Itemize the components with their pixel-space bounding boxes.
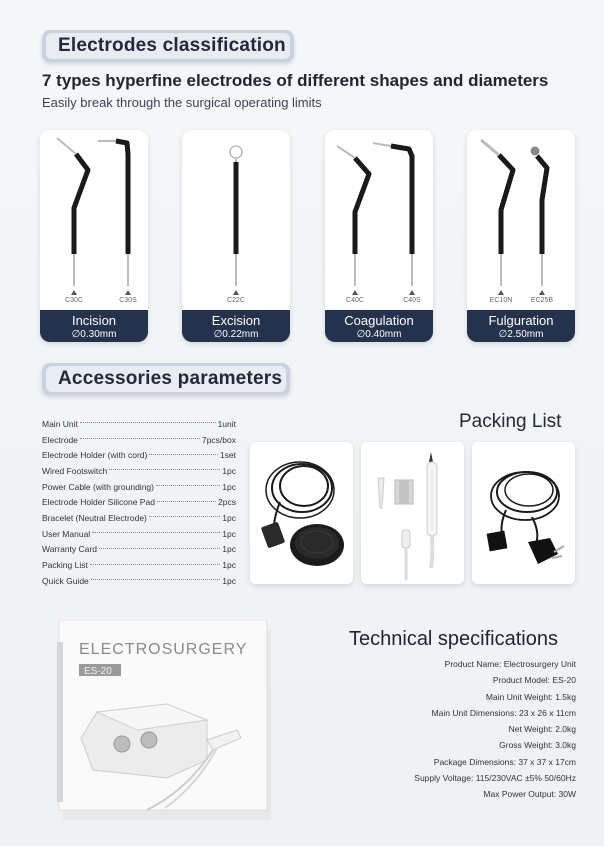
accessory-qty: 1pc: [222, 560, 236, 571]
spec-net-weight: Net Weight: 2.0kg: [508, 724, 576, 735]
list-item: [42, 463, 236, 479]
list-item: [42, 432, 236, 448]
accessory-qty: 1pc: [222, 528, 236, 539]
accessory-name: Electrode Holder Silicone Pad: [42, 497, 155, 508]
accessory-name: Warranty Card: [42, 544, 97, 555]
electrode-card-coagulation: [325, 130, 433, 342]
electrode-code: C40C: [346, 297, 364, 304]
electrodes-section-header: [42, 30, 294, 62]
accessory-qty: 1pc: [222, 512, 236, 523]
electrode-label: [325, 310, 433, 342]
electrode-label: [40, 310, 148, 342]
headline: 7 types hyperfine electrodes of different shapes and diameters: [42, 71, 549, 90]
list-item: [42, 526, 236, 542]
electrode-code: C30C: [65, 297, 83, 304]
electrode-card-incision: [40, 130, 148, 342]
list-item: [42, 479, 236, 495]
power-cable-photo: [472, 442, 575, 584]
accessory-name: Packing List: [42, 560, 88, 571]
electrode-diameter: ∅2.50mm: [498, 329, 544, 340]
subline: Easily break through the surgical operating limits: [42, 95, 322, 110]
list-item: [42, 510, 236, 526]
packing-list-title: Packing List: [459, 411, 562, 432]
box-brand: ELECTROSURGERY: [79, 641, 248, 658]
accessory-qty: 1pc: [222, 544, 236, 555]
accessory-name: Wired Footswitch: [42, 465, 108, 476]
list-item: [42, 416, 236, 432]
electrode-type-name: Fulguration: [488, 313, 554, 328]
accessory-name: Power Cable (with grounding): [42, 481, 154, 492]
spec-package-dimensions: Package Dimensions: 37 x 37 x 17cm: [433, 756, 576, 767]
electrode-label: [182, 310, 290, 342]
accessory-name: User Manual: [42, 528, 91, 539]
electrode-label: [467, 310, 575, 342]
tech-specs-title: Technical specifications: [349, 628, 558, 650]
list-item: [42, 542, 236, 558]
electrode-type-name: Excision: [211, 313, 261, 328]
electrode-code: C22C: [227, 297, 245, 304]
accessory-qty: 7pcs/box: [201, 434, 236, 445]
list-item: [42, 494, 236, 510]
list-item: [42, 447, 236, 463]
accessory-qty: 1unit: [217, 418, 236, 429]
electrode-card-fulguration: [467, 130, 575, 342]
accessory-qty: 2pcs: [218, 497, 236, 508]
list-item: [42, 557, 236, 573]
electrode-diameter: ∅0.40mm: [356, 329, 402, 340]
product-box-image: [57, 620, 297, 820]
electrode-diameter: ∅0.30mm: [71, 329, 117, 340]
accessories-section-header: [42, 363, 290, 395]
accessory-name: Quick Guide: [42, 575, 89, 586]
accessory-qty: 1pc: [222, 481, 236, 492]
spec-supply-voltage: Supply Voltage: 115/230VAC ±5% 50/60Hz: [414, 773, 576, 784]
power-cable-image: [472, 442, 575, 584]
tech-specs-list: [414, 656, 576, 803]
accessory-name: Electrode Holder (with cord): [42, 450, 148, 461]
spec-main-unit-dimensions: Main Unit Dimensions: 23 x 26 x 11cm: [431, 707, 576, 718]
accessories-section-title: Accessories parameters: [46, 366, 286, 392]
electrode-card-excision: [182, 130, 290, 342]
spec-max-power: Max Power Output: 30W: [483, 789, 576, 800]
electrode-code: EC25B: [530, 297, 554, 304]
list-item: [42, 573, 236, 589]
accessory-qty: 1set: [219, 450, 236, 461]
spec-gross-weight: Gross Weight: 3.0kg: [499, 740, 576, 751]
electrode-code: C40S: [403, 297, 421, 304]
electrode-code: EC10N: [489, 297, 513, 304]
accessory-name: Main Unit: [42, 418, 78, 429]
electrode-type-name: Incision: [71, 313, 117, 328]
box-model: ES-20: [84, 666, 112, 677]
electrode-holder-image: [361, 442, 464, 584]
accessories-list: [42, 416, 236, 589]
electrode-code: C30S: [119, 297, 137, 304]
footswitch-photo: [250, 442, 353, 584]
spec-product-name: Product Name: Electrosurgery Unit: [444, 659, 576, 669]
electrode-diameter: ∅0.22mm: [213, 329, 259, 340]
spec-product-model: Product Model: ES-20: [492, 675, 576, 686]
accessory-name: Bracelet (Neutral Electrode): [42, 512, 147, 523]
electrodes-section-title: Electrodes classification: [46, 33, 290, 59]
accessory-qty: 1pc: [222, 575, 236, 586]
electrode-type-name: Coagulation: [344, 313, 414, 328]
accessory-qty: 1pc: [222, 465, 236, 476]
spec-main-unit-weight: Main Unit Weight: 1.5kg: [485, 691, 576, 702]
footswitch-image: [250, 442, 353, 584]
accessory-name: Electrode: [42, 434, 78, 445]
electrode-holder-photo: [361, 442, 464, 584]
